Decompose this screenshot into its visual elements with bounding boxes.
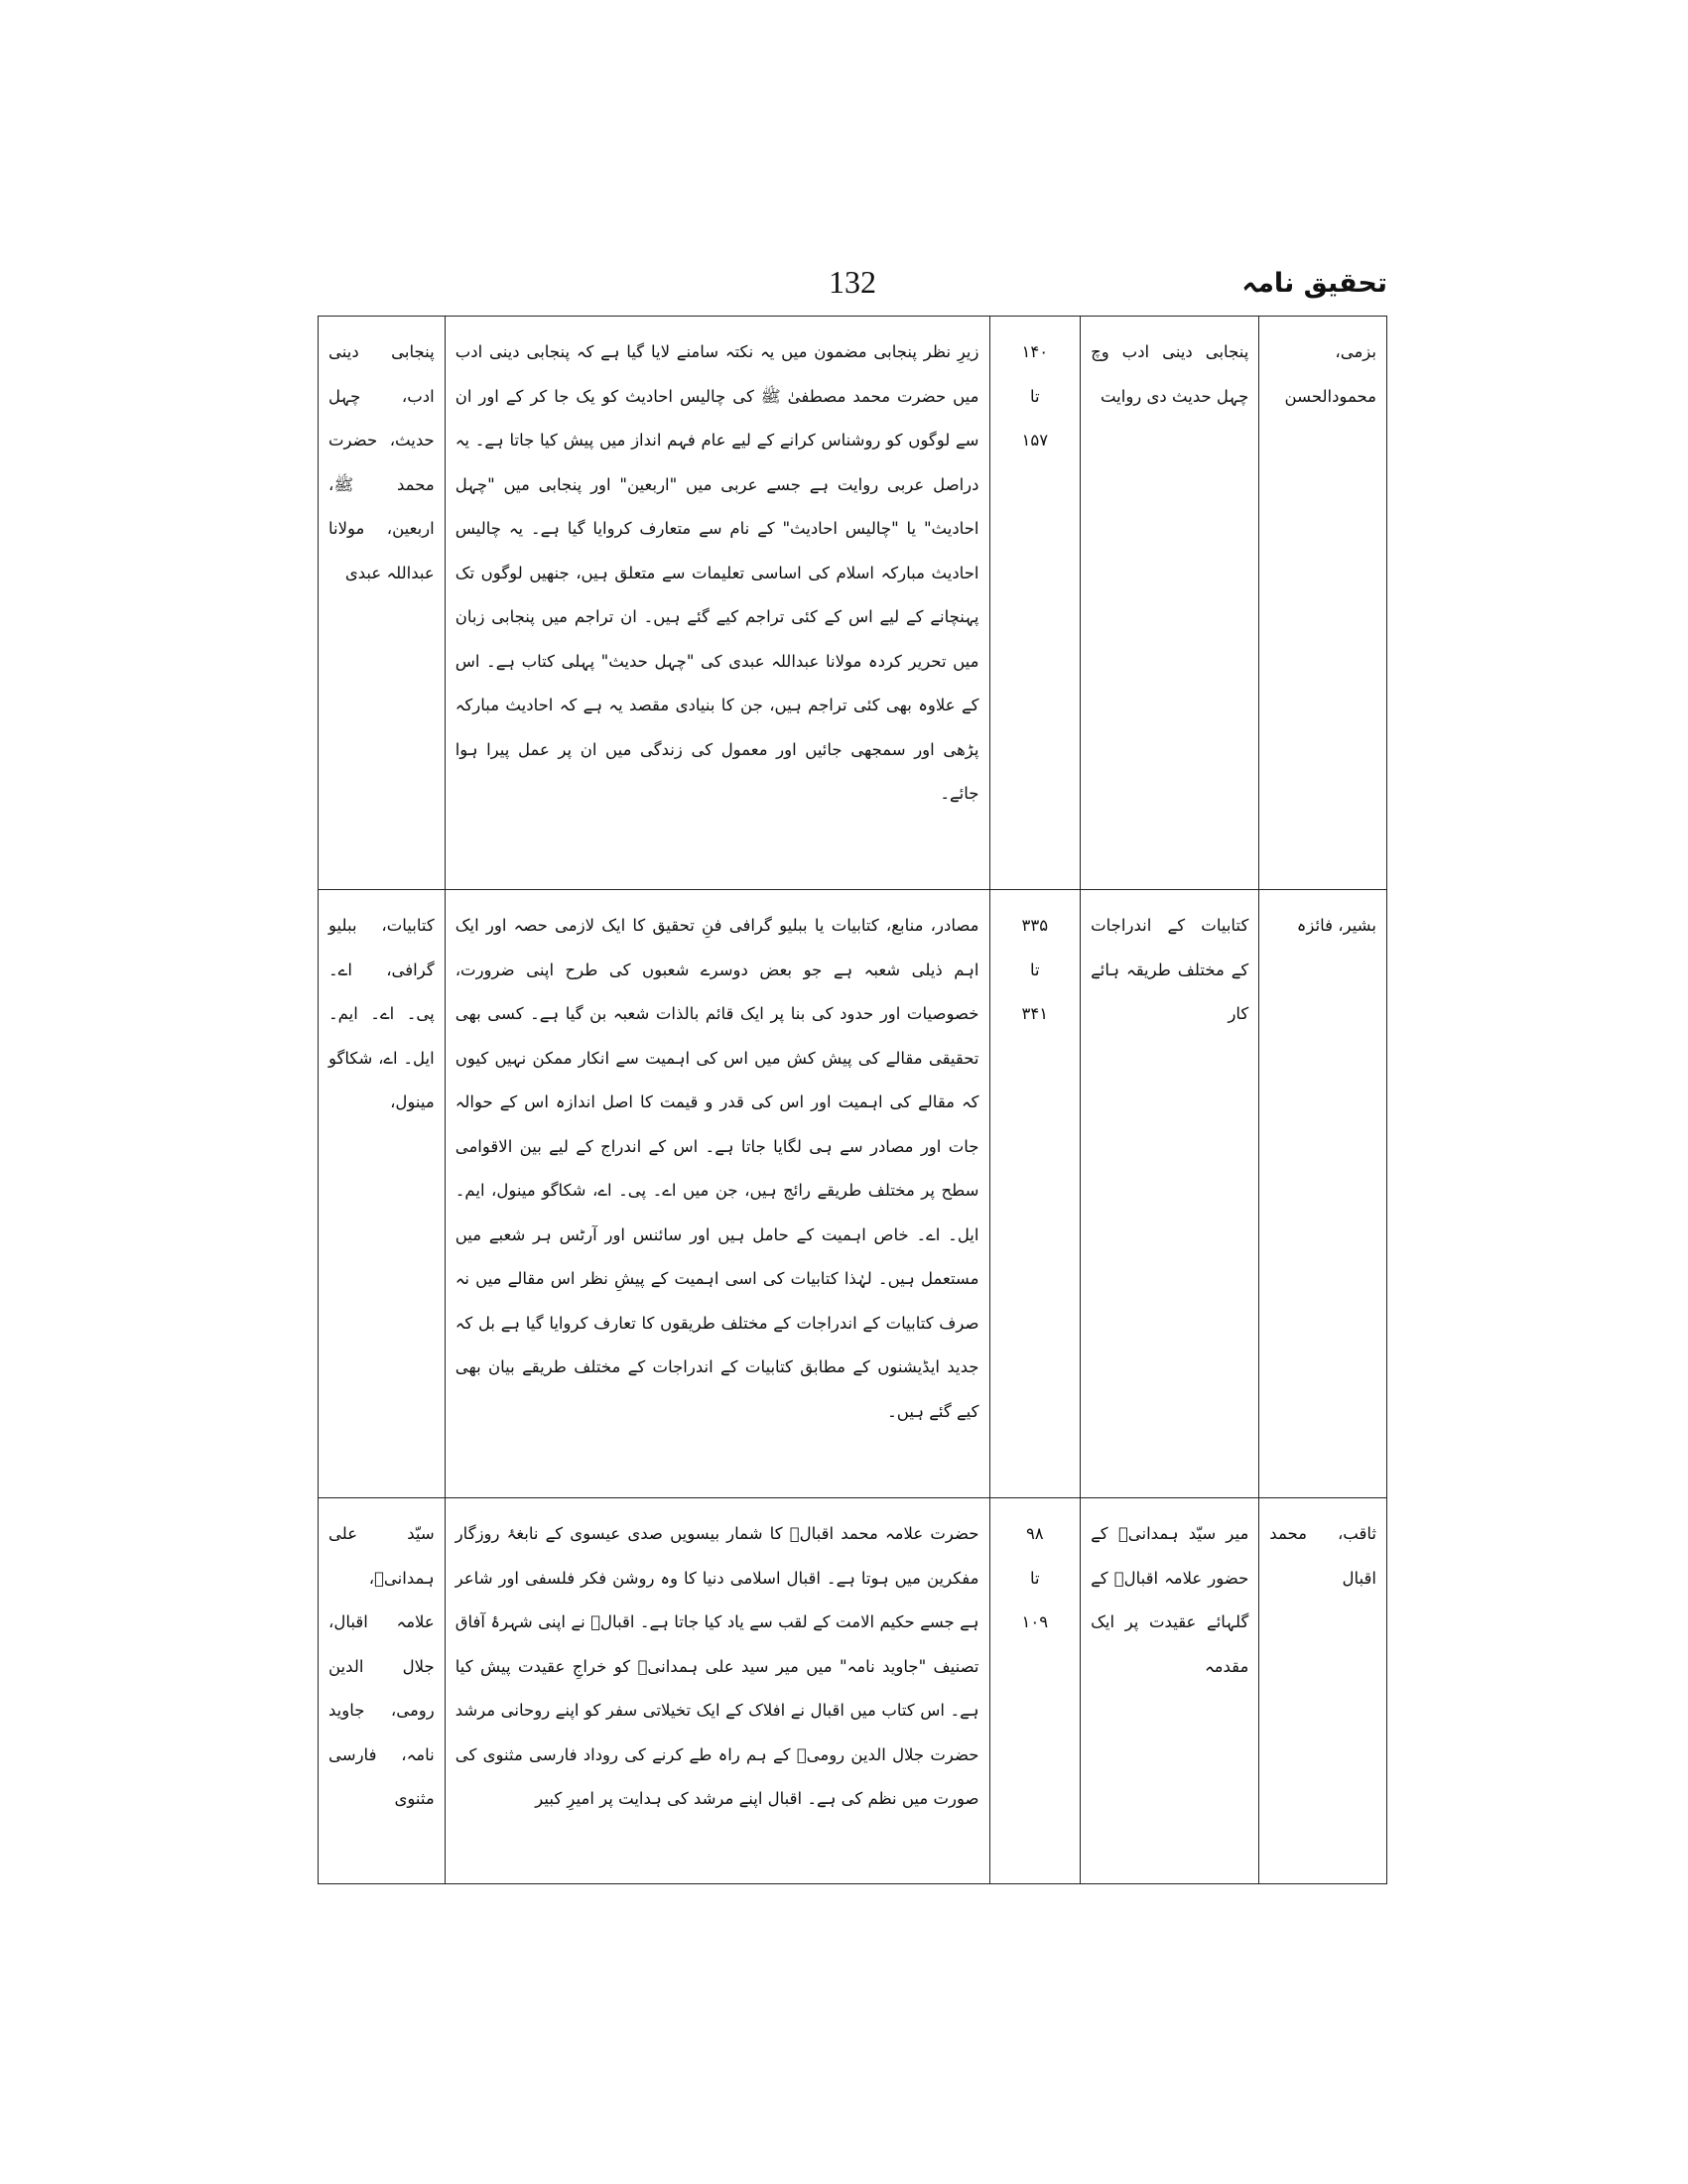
- page-to: تا: [1030, 386, 1040, 406]
- title-cell: کتابیات کے اندراجات کے مختلف طریقہ ہائے کار: [1081, 890, 1259, 1498]
- table-row: [319, 1498, 1387, 1884]
- title-cell: میر سیّد ہمدانیؒ کے حضور علامہ اقبالؒ کے گلہائے عقیدت پر ایک مقدمہ: [1081, 1498, 1259, 1884]
- pages-cell: [989, 1498, 1081, 1884]
- page-start: ۱۴۰: [1021, 342, 1049, 361]
- abstract-cell: مصادر، منابع، کتابیات یا ببلیو گرافی فنِ تحقیق کا ایک لازمی حصہ اور ایک اہم ذیلی شعبہ ہے جو بعض دوسرے شعبوں کی طرح اپنی ضرورت، خصوصیات اور حدود کی بنا پر ایک قائم بالذات شعبہ بن گیا ہے۔ کسی بھی تحقیقی مقالے کی پیش کش میں اس کی اہمیت سے انکار ممکن نہیں کیوں کہ مقالے کی اہمیت اور اس کی قدر و قیمت کا اصل اندازہ اس کے حوالہ جات اور مصادر سے ہی لگایا جاتا ہے۔ اس کے اندراج کے لیے بین الاقوامی سطح پر مختلف طریقے رائج ہیں، جن میں اے۔ پی۔ اے، شکاگو مینول، ایم۔ ایل۔ اے۔ خاص اہمیت کے حامل ہیں اور سائنس اور آرٹس ہر شعبے میں مستعمل ہیں۔ لہٰذا کتابیات کی اسی اہمیت کے پیشِ نظر اس مقالے میں نہ صرف کتابیات کے اندراجات کے مختلف طریقوں کا تعارف کروایا گیا ہے بل کہ جدید ایڈیشنوں کے مطابق کتابیات کے اندراجات کے مختلف طریقے بیان بھی کیے گئے ہیں۔: [445, 890, 989, 1498]
- page-end: ۳۴۱: [1021, 1004, 1049, 1023]
- running-head: [318, 264, 1387, 312]
- keywords-cell: کتابیات، ببلیو گرافی، اے۔ پی۔ اے۔ ایم۔ ایل۔ اے، شکاگو مینول،: [319, 890, 446, 1498]
- author-cell: بزمی، محمودالحسن: [1259, 317, 1387, 890]
- page-to: تا: [1030, 960, 1040, 979]
- author-cell: بشیر، فائزہ: [1259, 890, 1387, 1498]
- page-number: 132: [829, 264, 876, 300]
- journal-title: تحقیق نامہ: [1241, 268, 1387, 299]
- page-end: ۱۵۷: [1021, 431, 1049, 450]
- table-row: [319, 890, 1387, 1498]
- title-cell: پنجابی دینی ادب وچ چہل حدیث دی روایت: [1081, 317, 1259, 890]
- pages-cell: [989, 317, 1081, 890]
- pages-cell: [989, 890, 1081, 1498]
- page-end: ۱۰۹: [1021, 1612, 1049, 1631]
- table-row: [319, 317, 1387, 890]
- page-start: ۳۳۵: [1021, 916, 1049, 935]
- keywords-cell: سیّد علی ہمدانیؒ، علامہ اقبال، جلال الدین رومی، جاوید نامہ، فارسی مثنوی: [319, 1498, 446, 1884]
- abstract-cell: حضرت علامہ محمد اقبالؒ کا شمار بیسویں صدی عیسوی کے نابغۂ روزگار مفکرین میں ہوتا ہے۔ اقبال اسلامی دنیا کا وہ روشن فکر فلسفی اور شاعر ہے جسے حکیم الامت کے لقب سے یاد کیا جاتا ہے۔ اقبالؒ نے اپنی شہرۂ آفاق تصنیف "جاوید نامہ" میں میر سید علی ہمدانیؒ کو خراجِ عقیدت پیش کیا ہے۔ اس کتاب میں اقبال نے افلاک کے ایک تخیلاتی سفر کو اپنے روحانی مرشد حضرت جلال الدین رومیؒ کے ہم راہ طے کرنے کی روداد فارسی مثنوی کی صورت میں نظم کی ہے۔ اقبال اپنے مرشد کی ہدایت پر امیرِ کبیر: [445, 1498, 989, 1884]
- page-start: ۹۸: [1025, 1524, 1044, 1543]
- author-cell: ثاقب، محمد اقبال: [1259, 1498, 1387, 1884]
- abstract-cell: زیرِ نظر پنجابی مضمون میں یہ نکتہ سامنے لایا گیا ہے کہ پنجابی دینی ادب میں حضرت محمد مصطفیٰ ﷺ کی چالیس احادیث کو یک جا کر کے اور ان سے لوگوں کو روشناس کرانے کے لیے عام فہم انداز میں پیش کیا جاتا ہے۔ یہ دراصل عربی روایت ہے جسے عربی میں "اربعین" اور پنجابی میں "چہل احادیث" یا "چالیس احادیث" کے نام سے متعارف کروایا گیا ہے۔ یہ چالیس احادیث مبارکہ اسلام کی اساسی تعلیمات سے متعلق ہیں، جنھیں لوگوں تک پہنچانے کے لیے اس کے کئی تراجم کیے گئے ہیں۔ ان تراجم میں پنجابی زبان میں تحریر کردہ مولانا عبداللہ عبدی کی "چہل حدیث" پہلی کتاب ہے۔ اس کے علاوہ بھی کئی تراجم ہیں، جن کا بنیادی مقصد یہ ہے کہ احادیث مبارکہ پڑھی اور سمجھی جائیں اور معمول کی زندگی میں ان پر عمل پیرا ہوا جائے۔: [445, 317, 989, 890]
- page-to: تا: [1030, 1568, 1040, 1588]
- keywords-cell: پنجابی دینی ادب، چہل حدیث، حضرت محمد ﷺ، اربعین، مولانا عبداللہ عبدی: [319, 317, 446, 890]
- article-catalog-table: [318, 316, 1387, 1884]
